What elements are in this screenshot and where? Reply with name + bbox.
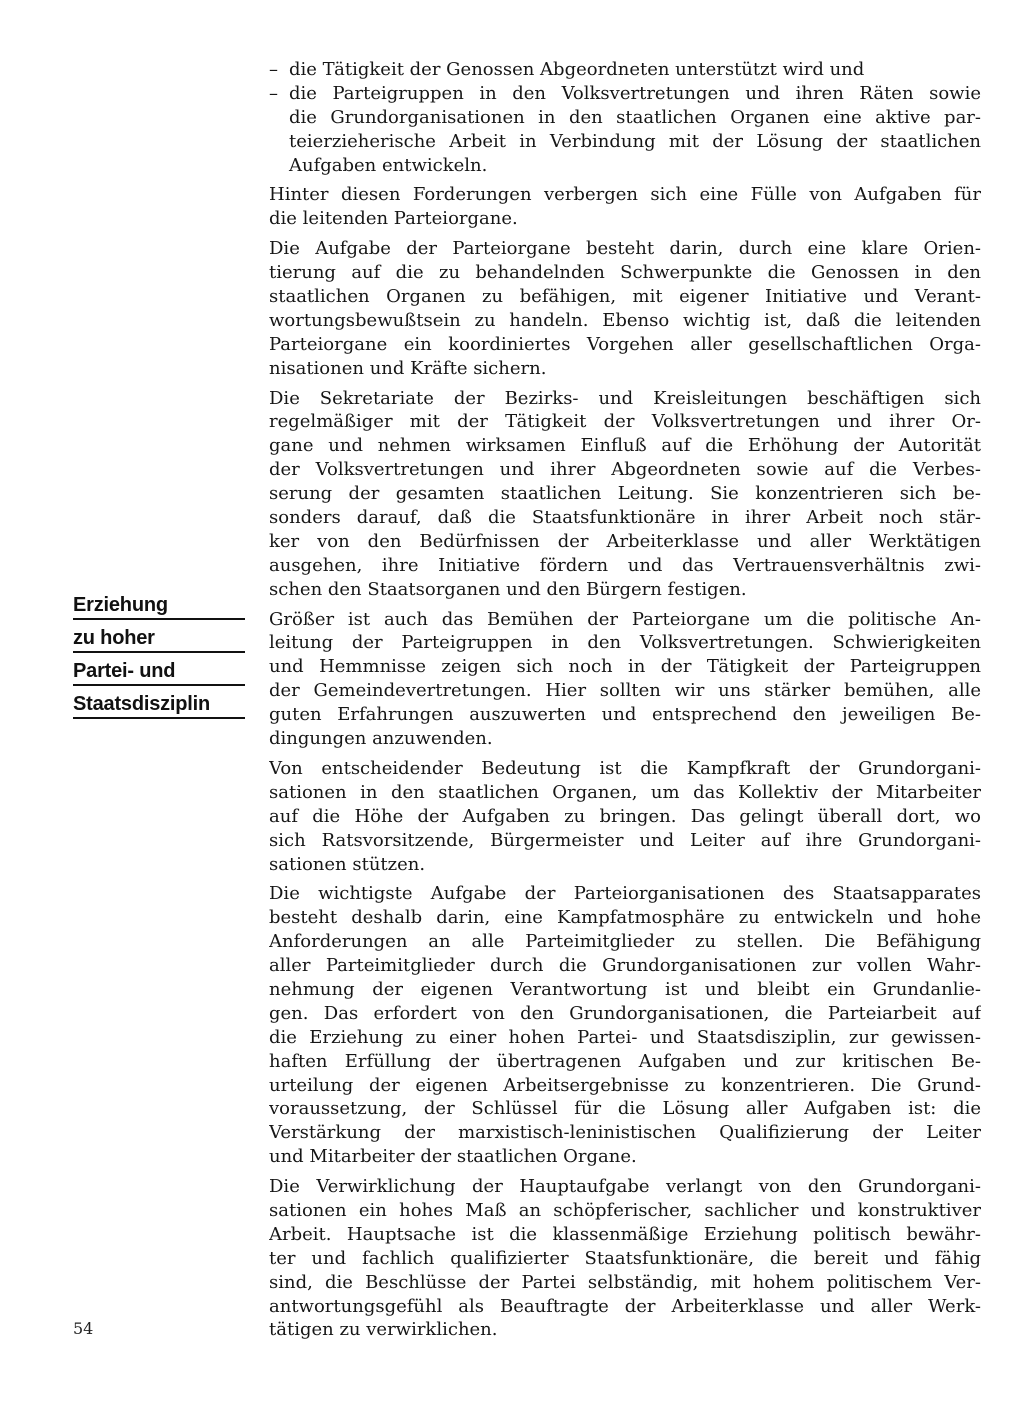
margin-heading-line: Partei- und	[73, 658, 245, 686]
text-line: Hinter diesen Forderungen verbergen sich eine Fülle von Aufgaben für	[269, 184, 981, 206]
bullet-line: teierzieherische Arbeit in Verbindung mit der Lösung der staatlichen	[289, 130, 981, 152]
text-line: ausgehen, ihre Initiative fördern und das Vertrauensverhältnis zwi-	[269, 554, 981, 576]
bullet-line	[269, 58, 981, 82]
margin-heading-line: Staatsdisziplin	[73, 691, 245, 719]
text-line: und Mitarbeiter der staatlichen Organe.	[269, 1146, 637, 1168]
bullet-line-text: die Parteigruppen in den Volksvertretungen und ihren Räten sowie	[289, 82, 981, 104]
text-line: leitung der Parteigruppen in den Volksvertretungen. Schwierigkeiten	[269, 632, 981, 654]
text-line: Von entscheidender Bedeutung ist die Kampfkraft der Grundorgani-	[269, 757, 981, 779]
text-line: und Hemmnisse zeigen sich noch in der Tätigkeit der Parteigruppen	[269, 656, 981, 678]
text-line: urteilung der eigenen Arbeitsergebnisse zu konzentrieren. Die Grund-	[269, 1074, 981, 1096]
text-line: nehmung der eigenen Verantwortung ist und bleibt ein Grundanlie-	[269, 978, 981, 1000]
bullet-dash-icon: –	[269, 59, 278, 80]
text-line: Parteiorgane ein koordiniertes Vorgehen aller gesellschaftlichen Orga-	[269, 333, 981, 355]
text-line: voraussetzung, der Schlüssel für die Lösung aller Aufgaben ist: die	[269, 1098, 981, 1120]
page-number: 54	[73, 1319, 94, 1338]
paragraph	[269, 757, 981, 876]
text-line: tierung auf die zu behandelnden Schwerpunkte die Genossen in den	[269, 262, 981, 284]
text-line: antwortungsgefühl als Beauftragte der Arbeiterklasse und aller Werk-	[269, 1295, 981, 1317]
text-line: dingungen anzuwenden.	[269, 728, 493, 750]
text-line: serung der gesamten staatlichen Leitung. Sie konzentrieren sich be-	[269, 483, 981, 505]
body-text	[269, 58, 981, 1342]
text-line: haften Erfüllung der übertragenen Aufgaben und zur kritischen Be-	[269, 1050, 981, 1072]
bullet-item	[269, 82, 981, 178]
paragraph	[269, 387, 981, 602]
text-line: gane und nehmen wirksamen Einfluß auf die Erhöhung der Autorität	[269, 435, 981, 457]
text-line: die Erziehung zu einer hohen Partei- und Staatsdisziplin, zur gewissen-	[269, 1026, 981, 1048]
margin-heading	[73, 592, 245, 724]
text-line: wortungsbewußtsein zu handeln. Ebenso wichtig ist, daß die leitenden	[269, 309, 981, 331]
text-line: Die wichtigste Aufgabe der Parteiorganisationen des Staatsapparates	[269, 883, 981, 905]
paragraph	[269, 183, 981, 231]
text-line: sind, die Beschlüsse der Partei selbständig, mit hohem politischem Ver-	[269, 1271, 981, 1293]
bullet-line: Aufgaben entwickeln.	[289, 154, 488, 176]
text-line: der Gemeindevertretungen. Hier sollten wir uns stärker bemühen, alle	[269, 680, 981, 702]
text-line: der Volksvertretungen und ihrer Abgeordneten sowie auf die Verbes-	[269, 459, 981, 481]
text-line: ter und fachlich qualifizierter Staatsfunktionäre, die bereit und fähig	[269, 1247, 981, 1269]
margin-heading-line: zu hoher	[73, 625, 245, 653]
text-line: die leitenden Parteiorgane.	[269, 208, 518, 230]
text-line: schen den Staatsorganen und den Bürgern festigen.	[269, 578, 747, 600]
bullet-dash-icon: –	[269, 82, 278, 104]
text-line: sationen stützen.	[269, 853, 426, 875]
text-line: Anforderungen an alle Parteimitglieder zu stellen. Die Befähigung	[269, 931, 981, 953]
text-line: sationen in den staatlichen Organen, um das Kollektiv der Mitarbeiter	[269, 781, 981, 803]
text-line: Die Aufgabe der Parteiorgane besteht darin, durch eine klare Orien-	[269, 238, 981, 260]
text-line: sonders darauf, daß die Staatsfunktionäre in ihrer Arbeit noch stär-	[269, 507, 981, 529]
paragraph	[269, 882, 981, 1169]
bullet-item	[269, 58, 981, 82]
bullet-line: die Grundorganisationen in den staatlichen Organen eine aktive par-	[289, 106, 981, 128]
paragraph	[269, 608, 981, 751]
text-line: Größer ist auch das Bemühen der Parteiorgane um die politische An-	[269, 608, 981, 630]
text-line: Die Sekretariate der Bezirks- und Kreisleitungen beschäftigen sich	[269, 387, 981, 409]
text-line: Arbeit. Hauptsache ist die klassenmäßige Erziehung politisch bewähr-	[269, 1223, 981, 1245]
paragraph	[269, 237, 981, 380]
text-line: gen. Das erfordert von den Grundorganisationen, die Parteiarbeit auf	[269, 1002, 981, 1024]
paragraph	[269, 1175, 981, 1342]
text-line: sich Ratsvorsitzende, Bürgermeister und Leiter auf ihre Grundorgani-	[269, 829, 981, 851]
text-line: guten Erfahrungen auszuwerten und entsprechend den jeweiligen Be-	[269, 704, 981, 726]
text-line: sationen ein hohes Maß an schöpferischer, sachlicher und konstruktiver	[269, 1199, 981, 1221]
text-line: ker von den Bedürfnissen der Arbeiterklasse und aller Werktätigen	[269, 530, 981, 552]
text-line: besteht deshalb darin, eine Kampfatmosphäre zu entwickeln und hohe	[269, 907, 981, 929]
text-line: regelmäßiger mit der Tätigkeit der Volksvertretungen und ihrer Or-	[269, 411, 981, 433]
text-line: staatlichen Organen zu befähigen, mit eigener Initiative und Verant-	[269, 286, 981, 308]
bullet-line	[269, 82, 981, 106]
text-line: aller Parteimitglieder durch die Grundorganisationen zur vollen Wahr-	[269, 955, 981, 977]
text-line: Die Verwirklichung der Hauptaufgabe verlangt von den Grundorgani-	[269, 1176, 981, 1198]
margin-heading-line: Erziehung	[73, 592, 245, 620]
text-line: nisationen und Kräfte sichern.	[269, 357, 547, 379]
text-line: Verstärkung der marxistisch-leninistischen Qualifizierung der Leiter	[269, 1122, 981, 1144]
bullet-line-text: die Tätigkeit der Genossen Abgeordneten unterstützt wird und	[289, 59, 865, 80]
text-line: auf die Höhe der Aufgaben zu bringen. Das gelingt überall dort, wo	[269, 805, 981, 827]
text-line: tätigen zu verwirklichen.	[269, 1319, 498, 1341]
